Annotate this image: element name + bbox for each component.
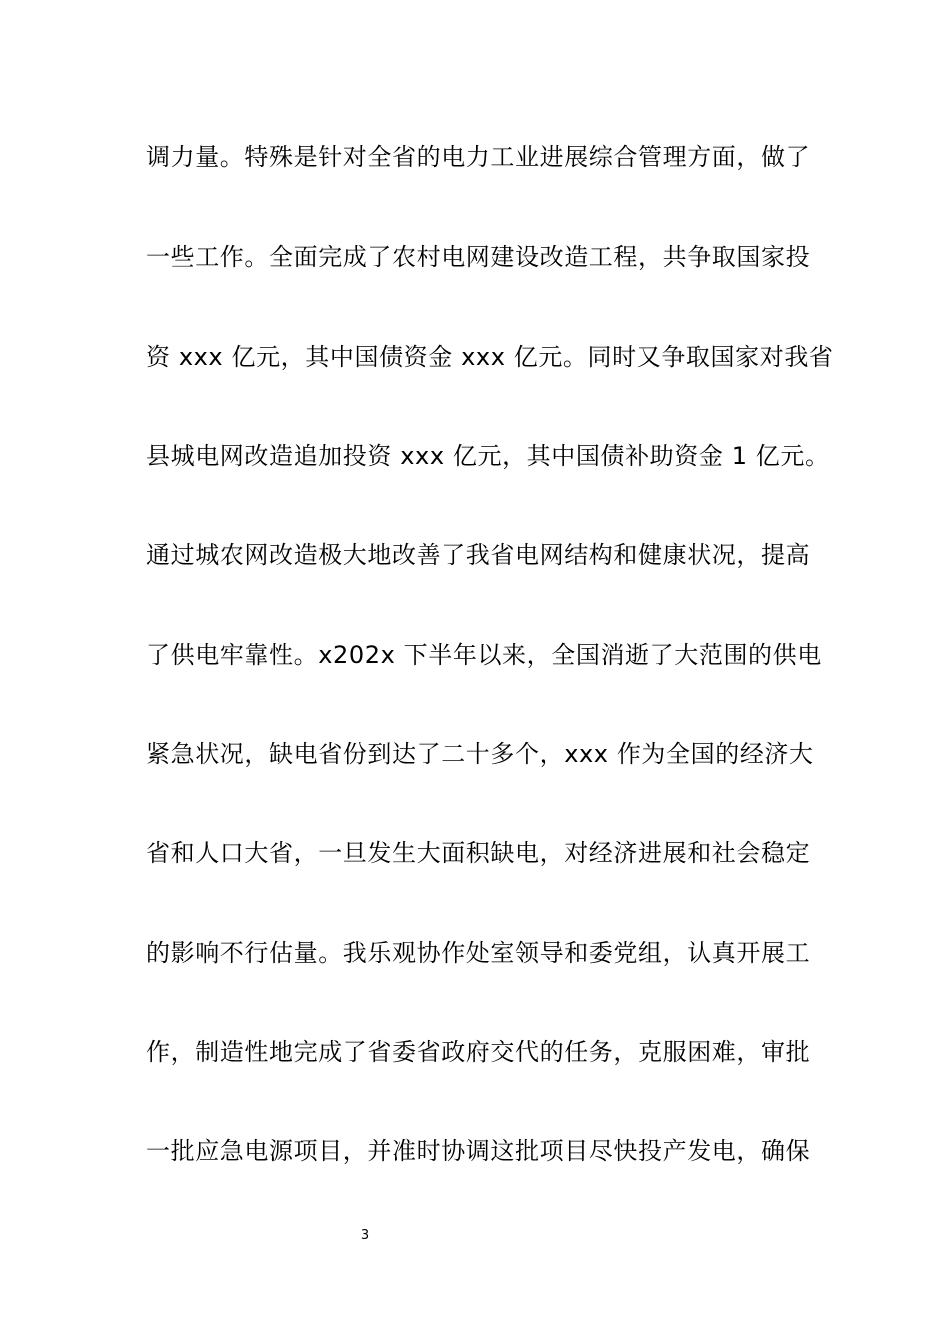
body-text-line: 一批应急电源项目，并准时协调这批项目尽快投产发电，确保	[146, 1137, 811, 1165]
body-text-line: 县城电网改造追加投资 xxx 亿元，其中国债补助资金 1 亿元。	[146, 442, 830, 470]
body-text-line: 了供电牢靠性。x202x 下半年以来，全国消逝了大范围的供电	[146, 641, 822, 669]
body-text-line: 通过城农网改造极大地改善了我省电网结构和健康状况，提高	[146, 541, 811, 569]
body-text-line: 资 xxx 亿元，其中国债资金 xxx 亿元。同时又争取国家对我省	[146, 343, 834, 371]
body-text-line: 紧急状况，缺电省份到达了二十多个，xxx 作为全国的经济大	[146, 740, 814, 768]
page-number: 3	[360, 1228, 370, 1243]
body-text-line: 调力量。特殊是针对全省的电力工业进展综合管理方面，做了	[146, 143, 811, 171]
body-text-line: 省和人口大省，一旦发生大面积缺电，对经济进展和社会稳定	[146, 839, 811, 867]
body-text-line: 作，制造性地完成了省委省政府交代的任务，克服困难，审批	[146, 1038, 811, 1066]
body-text-line: 一些工作。全面完成了农村电网建设改造工程，共争取国家投	[146, 243, 811, 271]
body-text-line: 的影响不行估量。我乐观协作处室领导和委党组，认真开展工	[146, 939, 811, 967]
